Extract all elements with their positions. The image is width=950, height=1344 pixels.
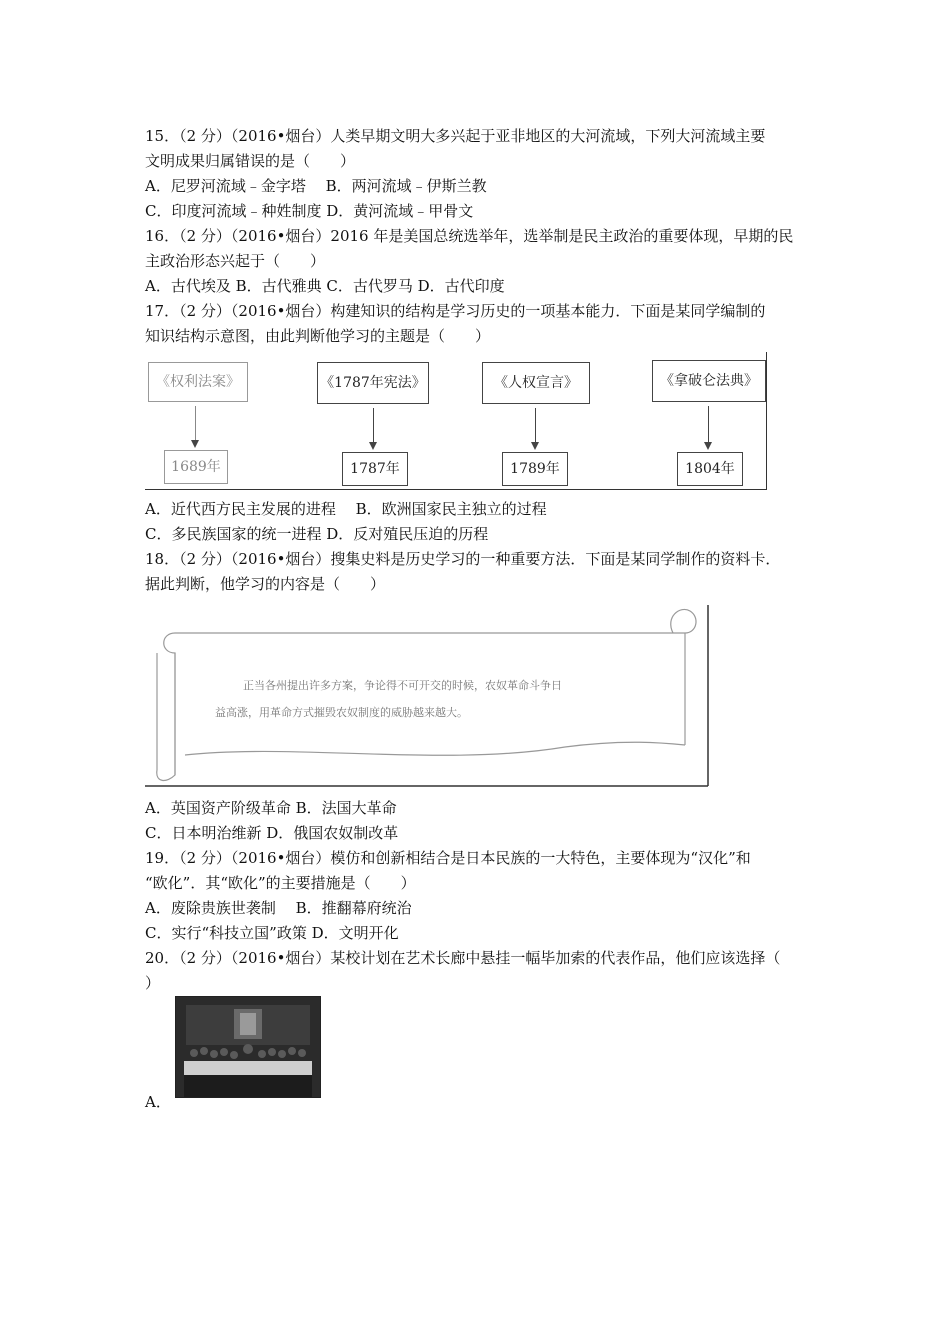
year-box-2: 1787年 xyxy=(342,452,408,486)
q15-options-ab: A．尼罗河流域﹣金字塔 B．两河流域﹣伊斯兰教 xyxy=(145,177,487,195)
q19-stem-line1: 19．（2 分）（2016•烟台）模仿和创新相结合是日本民族的一大特色，主要体现为“汉化”和 xyxy=(145,849,751,867)
q19-stem-line2: “欧化”．其“欧化”的主要措施是（ ） xyxy=(145,874,416,892)
q17-options-ab: A．近代西方民主发展的进程 B．欧洲国家民主独立的过程 xyxy=(145,500,547,518)
arrow-3 xyxy=(535,408,536,448)
knowledge-structure-diagram xyxy=(145,352,767,490)
year-box-3: 1789年 xyxy=(502,452,568,486)
q18-options-ab: A．英国资产阶级革命 B．法国大革命 xyxy=(145,799,397,817)
q17-options-cd: C．多民族国家的统一进程 D．反对殖民压迫的历程 xyxy=(145,525,489,543)
q16-stem-line1: 16．（2 分）（2016•烟台）2016 年是美国总统选举年，选举制是民主政治的重要体现，早期的民 xyxy=(145,227,794,245)
q18-stem-line2: 据此判断，他学习的内容是（ ） xyxy=(145,575,386,593)
diagram-border-bottom xyxy=(145,489,767,490)
q16-stem-line2: 主政治形态兴起于（ ） xyxy=(145,252,326,270)
diagram-border-right xyxy=(766,352,767,490)
q15-stem-line1: 15．（2 分）（2016•烟台）人类早期文明大多兴起于亚非地区的大河流域，下列大河流域主要 xyxy=(145,127,766,145)
doc-box-3: 《人权宣言》 xyxy=(482,362,590,404)
year-box-4: 1804年 xyxy=(677,452,743,486)
q18-stem-line1: 18．（2 分）（2016•烟台）搜集史料是历史学习的一种重要方法．下面是某同学制作的资料卡． xyxy=(145,550,781,568)
year-box-1: 1689年 xyxy=(164,450,228,484)
q16-options: A．古代埃及 B．古代雅典 C．古代罗马 D．古代印度 xyxy=(145,277,505,295)
q17-stem-line1: 17．（2 分）（2016•烟台）构建知识的结构是学习历史的一项基本能力．下面是某同学编制的 xyxy=(145,302,766,320)
q18-options-cd: C．日本明治维新 D．俄国农奴制改革 xyxy=(145,824,399,842)
arrow-2 xyxy=(373,408,374,448)
arrow-1 xyxy=(195,406,196,446)
option-a-painting-image xyxy=(175,996,321,1098)
last-supper-thumbnail xyxy=(176,997,320,1097)
scroll-illustration xyxy=(145,605,710,787)
q19-options-ab: A．废除贵族世袭制 B．推翻幕府统治 xyxy=(145,899,412,917)
q15-options-cd: C．印度河流域﹣种姓制度 D．黄河流域﹣甲骨文 xyxy=(145,202,474,220)
q20-stem-line1: 20．（2 分）（2016•烟台）某校计划在艺术长廊中悬挂一幅毕加索的代表作品，他们应该选择（ xyxy=(145,949,781,967)
q15-stem-line2: 文明成果归属错误的是（ ） xyxy=(145,152,356,170)
scroll-card-figure xyxy=(145,605,710,787)
q20-option-a-label: A． xyxy=(145,1093,171,1111)
q19-options-cd: C．实行“科技立国”政策 D．文明开化 xyxy=(145,924,399,942)
doc-box-2: 《1787年宪法》 xyxy=(317,362,429,404)
q17-stem-line2: 知识结构示意图，由此判断他学习的主题是（ ） xyxy=(145,327,491,345)
arrow-4 xyxy=(708,406,709,448)
doc-box-1: 《权利法案》 xyxy=(148,362,248,402)
q20-stem-line2: ） xyxy=(145,974,161,992)
doc-box-4: 《拿破仑法典》 xyxy=(652,360,766,402)
scroll-text-line1: 正当各州提出许多方案，争论得不可开交的时候，农奴革命斗争日 xyxy=(243,679,562,692)
scroll-text-line2: 益高涨，用革命方式摧毁农奴制度的威胁越来越大。 xyxy=(215,706,468,719)
